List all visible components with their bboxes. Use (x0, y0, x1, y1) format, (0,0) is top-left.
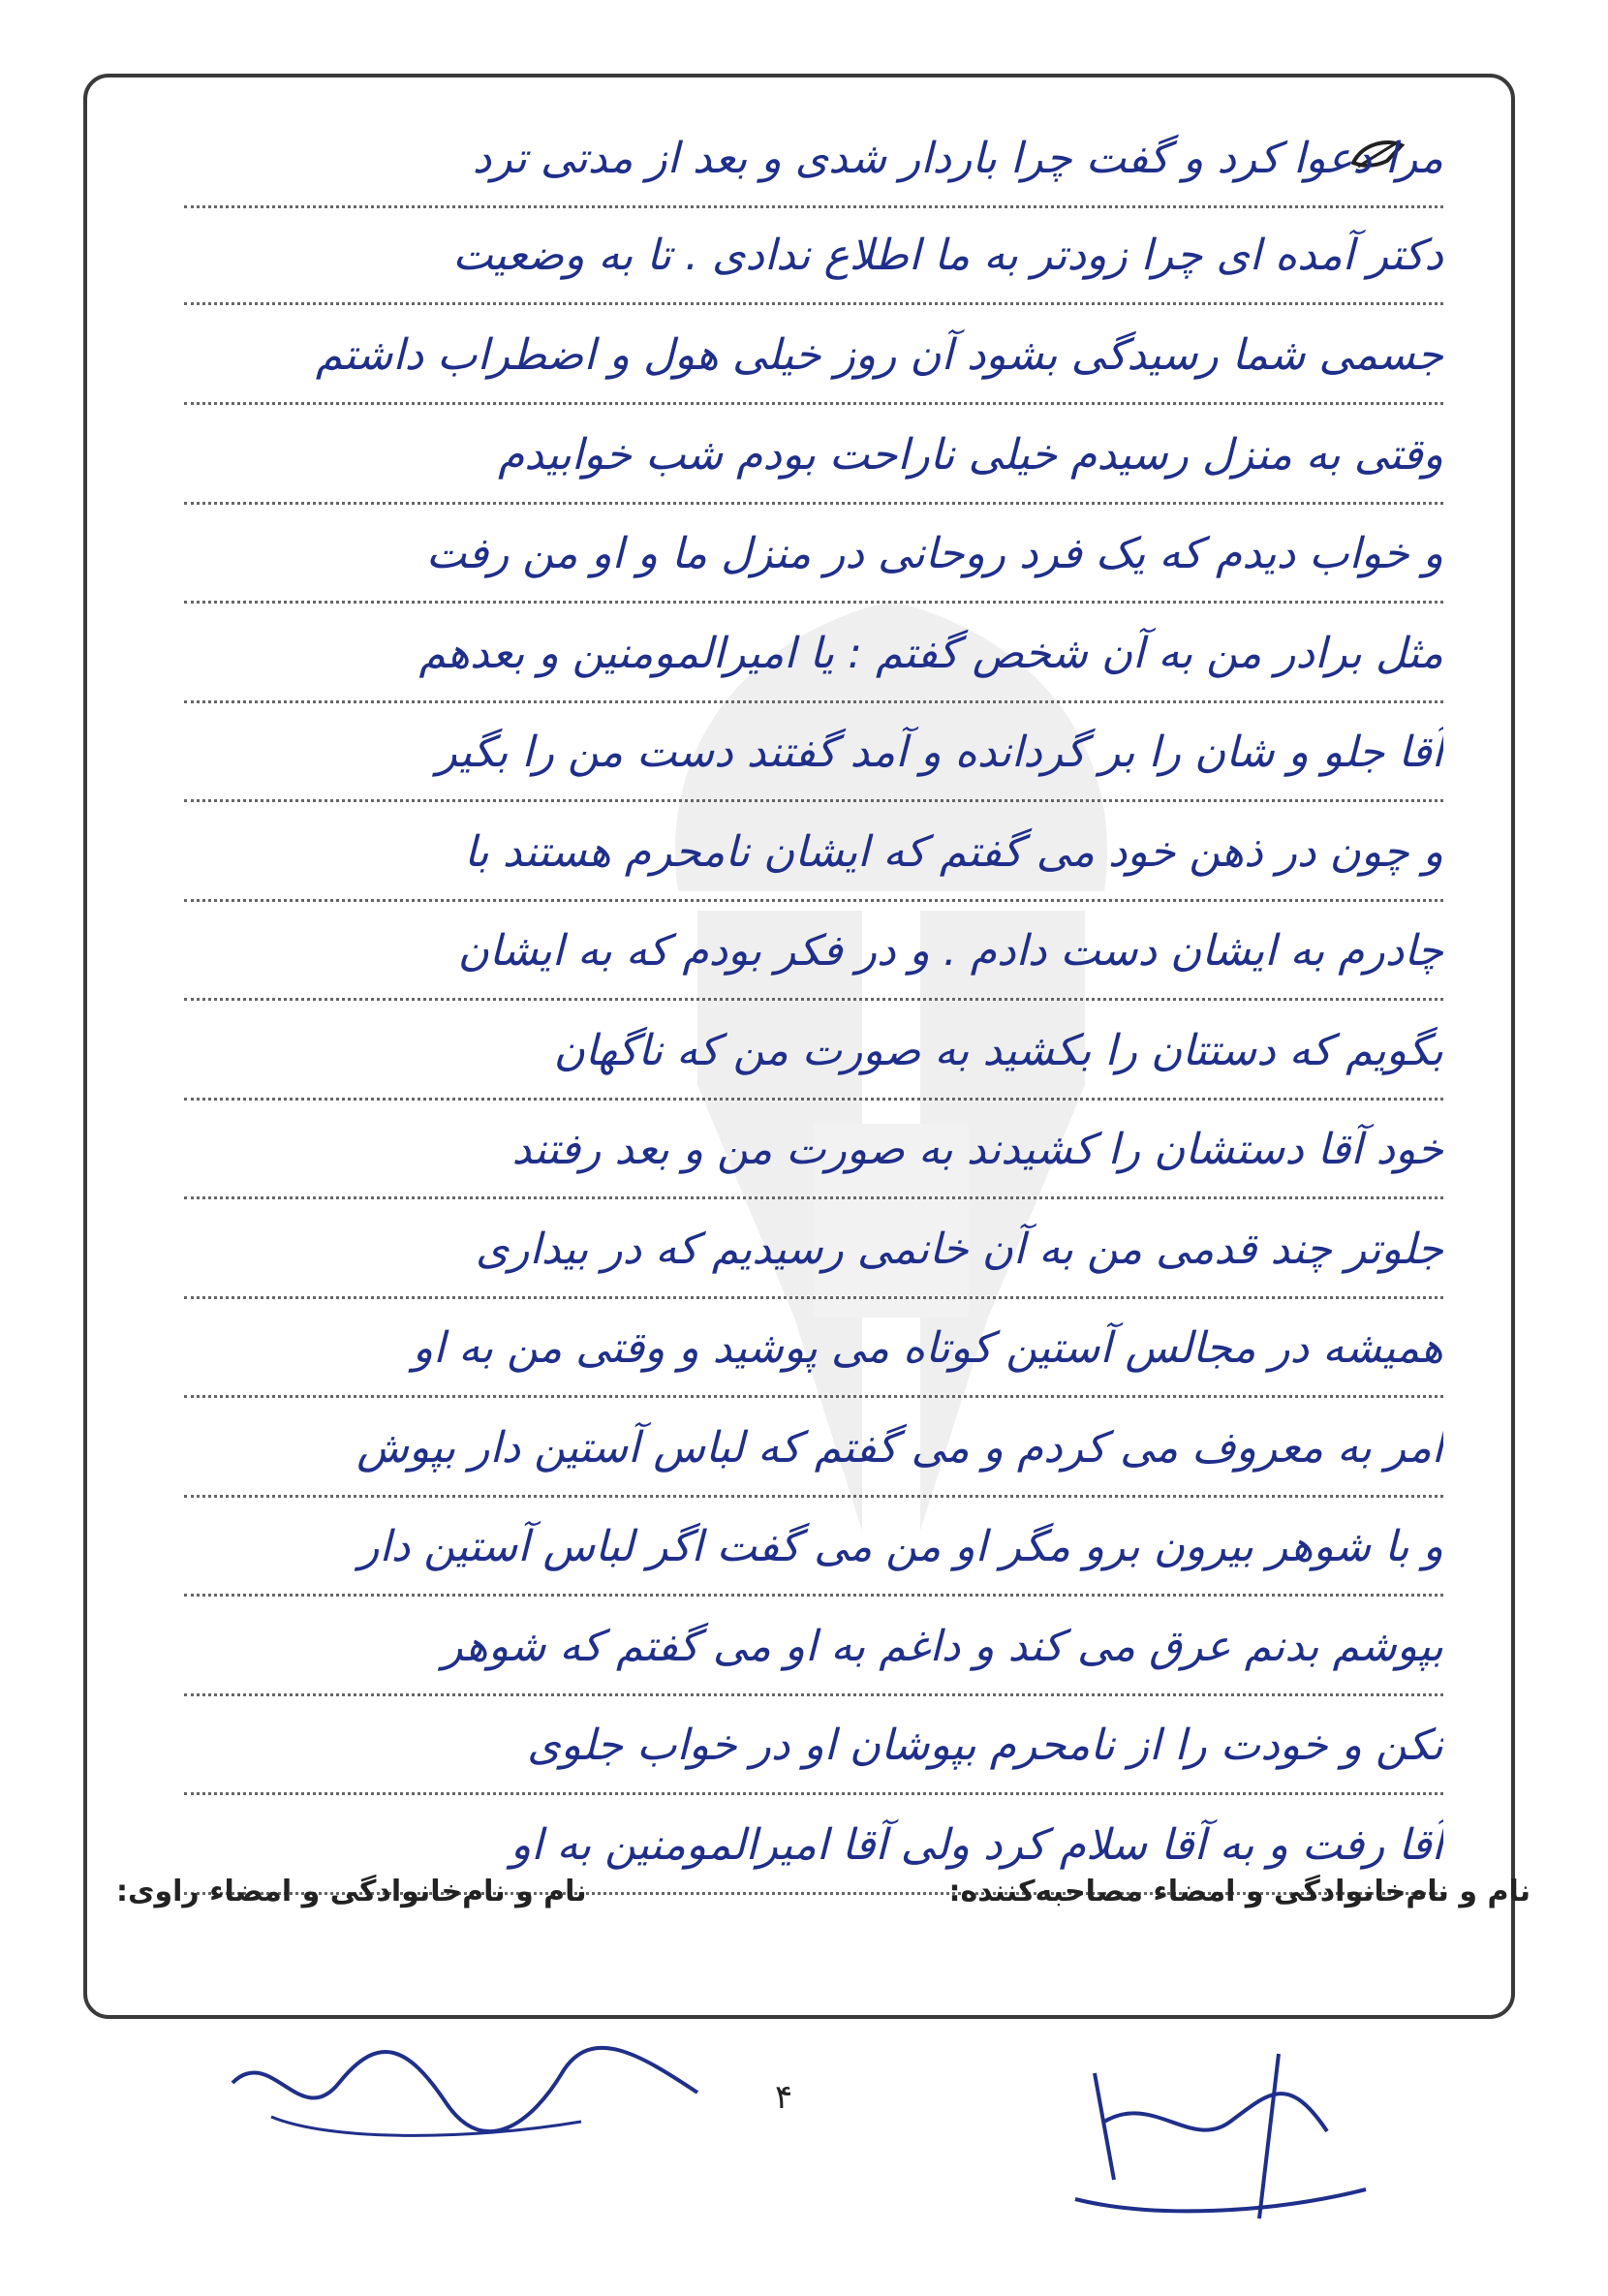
text-line: خود آقا دستشان را کشیدند به صورت من و بعد رفتند (184, 1107, 1443, 1199)
text-line: نکن و خودت را از نامحرم بپوشان او در خواب جلوی (184, 1703, 1443, 1795)
text-line: مثل برادر من به آن شخص گفتم : یا امیرالمومنین و بعدهم (184, 611, 1443, 703)
narrator-signature (213, 2025, 717, 2151)
text-line: جسمی شما رسیدگی بشود آن روز خیلی هول و اضطراب داشتم (184, 313, 1443, 405)
text-line: دکتر آمده ای چرا زودتر به ما اطلاع ندادی . تا به وضعیت (184, 213, 1443, 305)
text-line: آقا جلو و شان را بر گردانده و آمد گفتند دست من را بگیر (184, 710, 1443, 802)
page-frame (83, 74, 1515, 2019)
interviewer-signature-label: نام و نام‌خانوادگی و امضاء مصاحبه‌کننده: (948, 1875, 1531, 1908)
text-line: مرا دعوا کرد و گفت چرا باردار شدی و بعد از مدتی ترد (184, 116, 1443, 208)
footer-labels (97, 1875, 1531, 1923)
text-line: امر به معروف می کردم و می گفتم که لباس آستین دار بپوش (184, 1406, 1443, 1498)
text-line: بگویم که دستتان را بکشید به صورت من که ناگهان (184, 1008, 1443, 1101)
text-line: و با شوهر بیرون برو مگر او من می گفت اگر لباس آستین دار (184, 1505, 1443, 1597)
handwritten-text-block (87, 78, 1511, 2015)
narrator-signature-label: نام و نام‌خانوادگی و امضاء راوی: (116, 1875, 587, 1908)
text-line: جلوتر چند قدمی من به آن خانمی رسیدیم که در بیداری (184, 1207, 1443, 1299)
text-line: و خواب دیدم که یک فرد روحانی در منزل ما و او من رفت (184, 512, 1443, 604)
interviewer-signature (1036, 2034, 1405, 2228)
text-line: همیشه در مجالس آستین کوتاه می پوشید و وقتی من به او (184, 1306, 1443, 1398)
text-line: آقا رفت و به آقا سلام کرد ولی آقا امیرالمومنین به او (184, 1803, 1443, 1895)
text-line: چادرم به ایشان دست دادم . و در فکر بودم که به ایشان (184, 909, 1443, 1001)
text-line: بپوشم بدنم عرق می کند و داغم به او می گفتم که شوهر (184, 1604, 1443, 1696)
page-number: ۴ (775, 2078, 793, 2117)
text-line: و چون در ذهن خود می گفتم که ایشان نامحرم هستند با (184, 810, 1443, 902)
text-line: وقتی به منزل رسیدم خیلی ناراحت بودم شب خوابیدم (184, 413, 1443, 505)
